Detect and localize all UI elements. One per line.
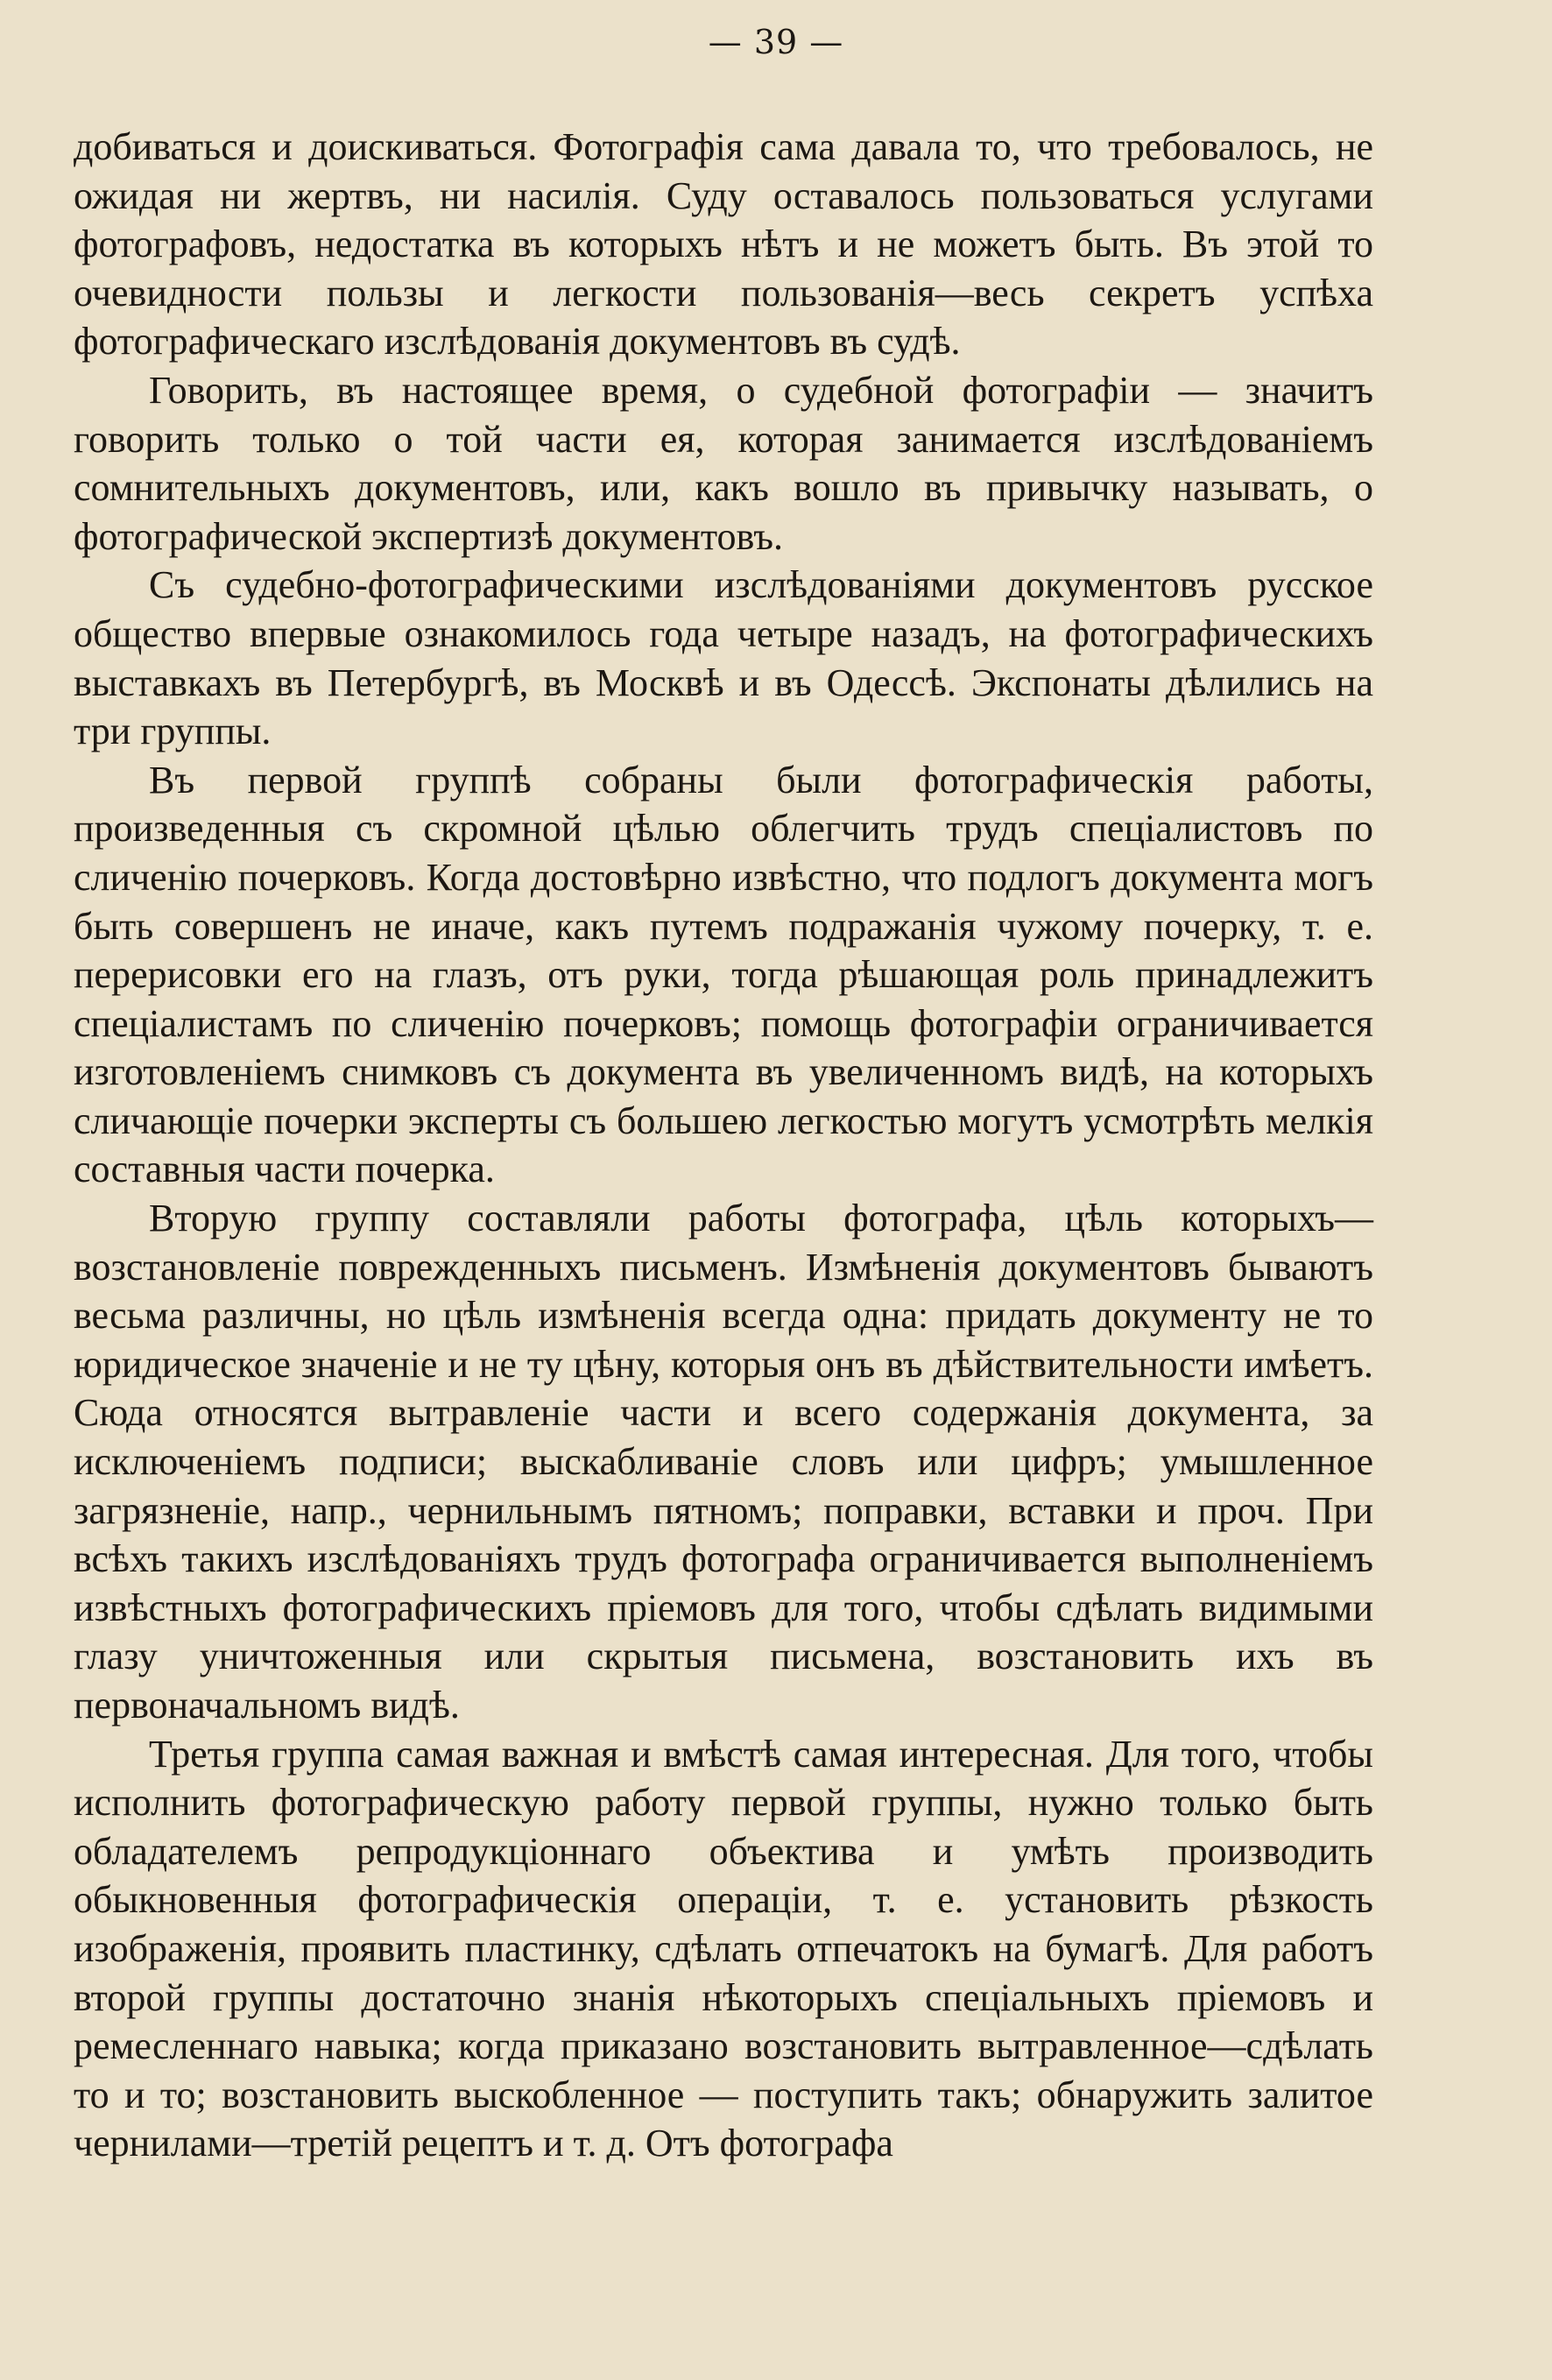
body-text [74,123,1373,2168]
paragraph: Говорить, въ настоящее время, о судебной фотографіи — значитъ говорить только о той части ея, которая занимается изслѣдованіемъ сомнительныхъ документовъ, или, какъ вошло въ привычку называть, о фотографической экспертизѣ документовъ. [74,368,1373,558]
paragraph: Съ судебно-фотографическими изслѣдованіями документовъ русское общество впервые ознакомилось года четыре назадъ, на фотографическихъ выставкахъ въ Петербургѣ, въ Москвѣ и въ Одессѣ. Экспонаты дѣлились на три группы. [74,563,1373,753]
paragraph-continuation: добиваться и доискиваться. Фотографія сама давала то, что требовалось, не ожидая ни жертвъ, ни насилія. Суду оставалось пользоваться услугами фотографовъ, недостатка въ которыхъ нѣтъ и не можетъ быть. Въ этой то очевидности пользы и легкости пользованія—весь секретъ успѣха фотографическаго изслѣдованія документовъ въ судѣ. [74,125,1373,364]
paragraph: Въ первой группѣ собраны были фотографическія работы, произведенныя съ скромной цѣлью облегчить трудъ спеціалистовъ по сличенію почерковъ. Когда достовѣрно извѣстно, что подлогъ документа могъ быть совершенъ не иначе, какъ путемъ подражанія чужому почерку, т. е. перерисовки его на глазъ, отъ руки, тогда рѣшающая роль принадлежитъ спеціалистамъ по сличенію почерковъ; помощь фотографіи ограничивается изготовленіемъ снимковъ съ документа въ увеличенномъ видѣ, на которыхъ сличающіе почерки эксперты съ большею легкостью могутъ усмотрѣть мелкія составныя части почерка. [74,758,1373,1191]
paragraph: Третья группа самая важная и вмѣстѣ самая интересная. Для того, чтобы исполнить фотографическую работу первой группы, нужно только быть обладателемъ репродукціоннаго объектива и умѣть производить обыкновенныя фотографическія операціи, т. е. установить рѣзкость изображенія, проявить пластинку, сдѣлать отпечатокъ на бумагѣ. Для работъ второй группы достаточно знанія нѣкоторыхъ спеціальныхъ пріемовъ и ремесленнаго навыка; когда приказано возстановить вытравленное—сдѣлать то и то; возстановить выскобленное — поступить такъ; обнаружить залитое чернилами—третій рецептъ и т. д. Отъ фотографа [74,1732,1373,2165]
page-number: — 39 — [708,23,844,61]
paragraph: Вторую группу составляли работы фотографа, цѣль которыхъ—возстановленіе поврежденныхъ письменъ. Измѣненія документовъ бываютъ весьма различны, но цѣль измѣненія всегда одна: придать документу не то юридическое значеніе и не ту цѣну, которыя онъ въ дѣйствительности имѣетъ. Сюда относятся вытравленіе части и всего содержанія документа, за исключеніемъ подписи; выскабливаніе словъ или цифръ; умышленное загрязненіе, напр., чернильнымъ пятномъ; поправки, вставки и проч. При всѣхъ такихъ изслѣдованіяхъ трудъ фотографа ограничивается выполненіемъ извѣстныхъ фотографическихъ пріемовъ для того, чтобы сдѣлать видимыми глазу уничтоженныя или скрытыя письмена, возстановить ихъ въ первоначальномъ видѣ. [74,1197,1373,1727]
